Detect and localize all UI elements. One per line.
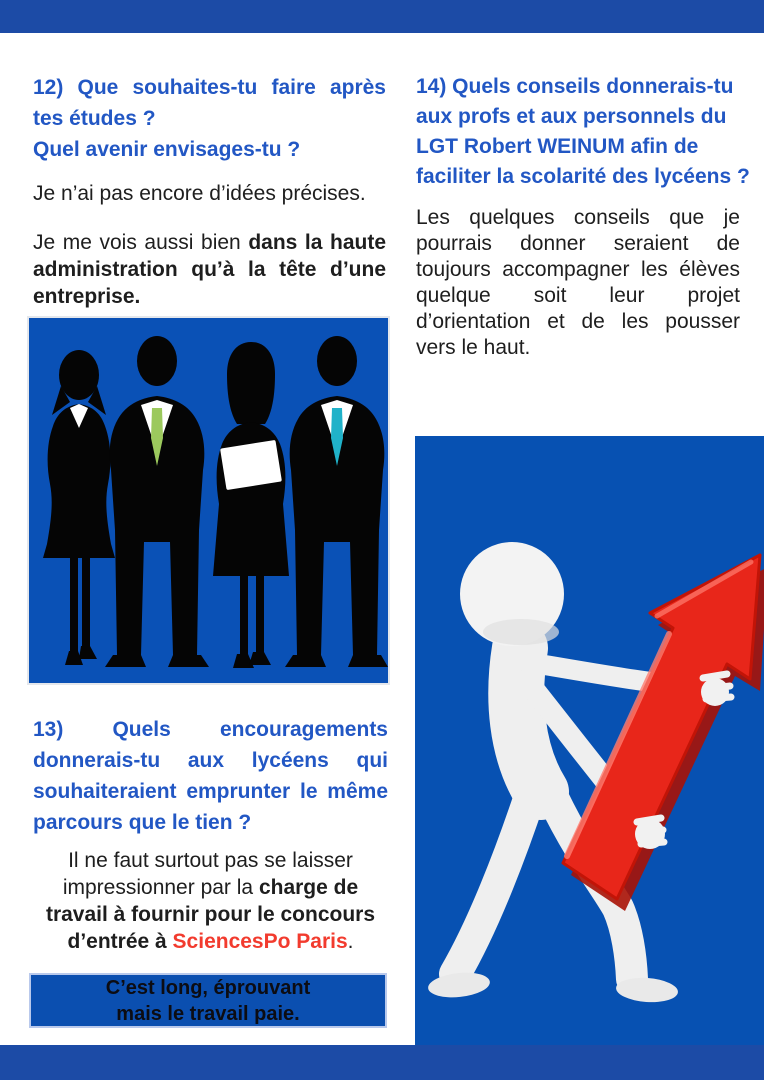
answer-line: Les quelques conseils que je xyxy=(416,206,740,229)
answer-text-bold: charge de xyxy=(258,876,359,899)
heading-line: LGT Robert WEINUM afin de xyxy=(416,135,699,158)
answer-line xyxy=(33,874,388,901)
q13-answer xyxy=(33,847,388,955)
answer-text-bold: d’entrée à xyxy=(67,930,173,953)
growth-arrow-image xyxy=(415,436,764,1045)
question-14-heading xyxy=(416,72,750,192)
answer-line xyxy=(33,928,388,955)
heading-line: donnerais-tu aux lycéens qui xyxy=(33,749,388,772)
answer-line: quelque soit leur projet xyxy=(416,284,740,307)
answer-line: d’orientation et de les pousser xyxy=(416,310,740,333)
answer-line: pourrais donner seraient de xyxy=(416,232,740,255)
answer-line: toujours accompagner les élèves xyxy=(416,258,740,281)
heading-line: Quel avenir envisages-tu ? xyxy=(33,138,301,161)
question-12-heading xyxy=(33,72,386,165)
bottom-accent-bar xyxy=(0,1045,764,1080)
quote-box xyxy=(29,973,387,1028)
heading-line: tes études ? xyxy=(33,107,156,130)
figure-carrying-arrow-graphic xyxy=(415,436,764,1045)
heading-line: 12) Que souhaites-tu faire après xyxy=(33,76,386,99)
answer-line: travail à fournir pour le concours xyxy=(45,903,376,926)
answer-line: vers le haut. xyxy=(416,336,531,359)
answer-text: Je me vois aussi bien xyxy=(33,231,249,254)
answer-text-bold: dans la haute xyxy=(248,231,386,254)
top-accent-bar xyxy=(0,0,764,33)
business-team-image xyxy=(27,316,390,685)
answer-text: . xyxy=(347,930,354,953)
quote-line: C’est long, éprouvant xyxy=(105,976,311,999)
heading-line: 13) Quels encouragements xyxy=(33,718,388,741)
heading-line: parcours que le tien ? xyxy=(33,811,252,834)
answer-text: impressionner par la xyxy=(62,876,259,899)
q12-answer xyxy=(33,229,386,310)
heading-line: souhaiteraient emprunter le même xyxy=(33,780,388,803)
question-13-heading xyxy=(33,714,388,838)
answer-line xyxy=(33,229,386,256)
q12-answer-intro: Je n’ai pas encore d’idées précises. xyxy=(33,182,366,205)
heading-line: 14) Quels conseils donnerais-tu xyxy=(416,75,734,98)
answer-line: entreprise. xyxy=(33,285,141,308)
heading-line: faciliter la scolarité des lycéens ? xyxy=(416,165,750,188)
q14-answer xyxy=(416,205,740,361)
sciencespo-paris-highlight: SciencesPo Paris xyxy=(172,930,348,953)
answer-line: Il ne faut surtout pas se laisser xyxy=(68,849,353,872)
business-team-silhouettes-graphic xyxy=(29,318,388,683)
answer-line: administration qu’à la tête d’une xyxy=(33,258,386,281)
heading-line: aux profs et aux personnels du xyxy=(416,105,727,128)
quote-line: mais le travail paie. xyxy=(116,1002,300,1025)
